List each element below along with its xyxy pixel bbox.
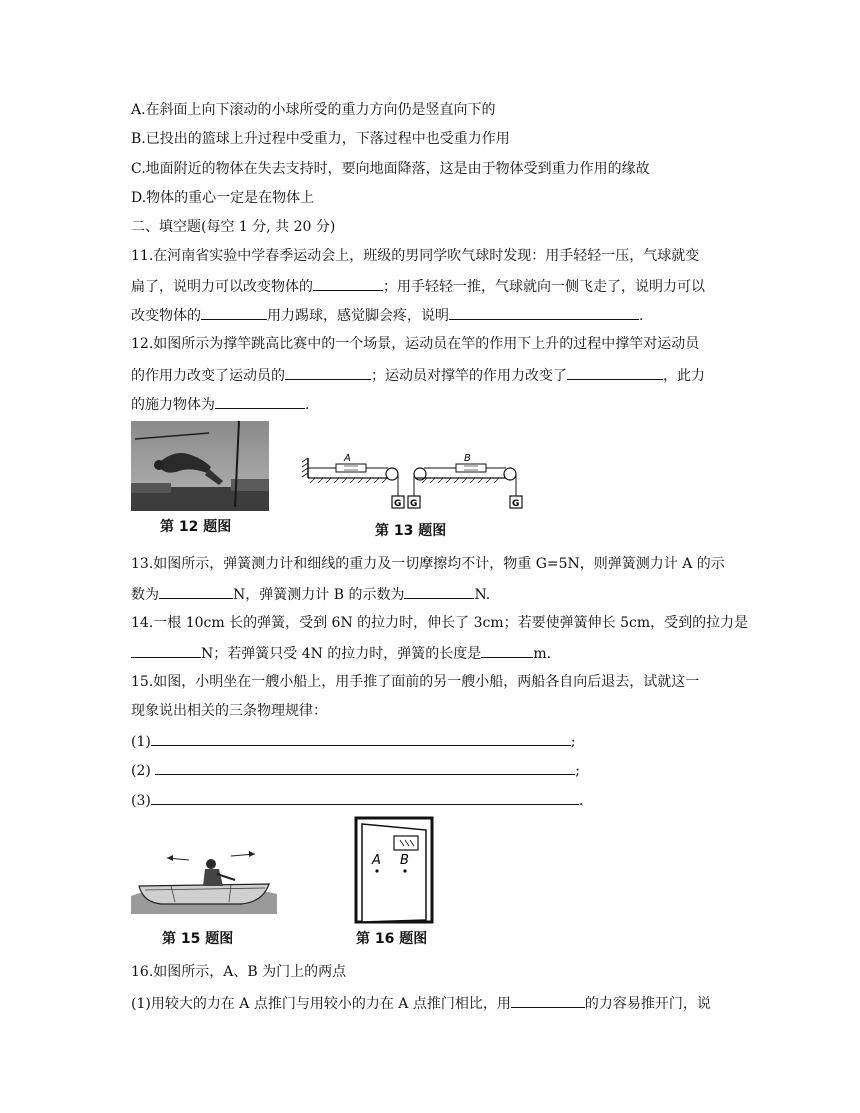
q12-line-1: 12.如图所示为撑竿跳高比赛中的一个场景，运动员在竿的作用下上升的过程中撑竿对运动员 (131, 336, 700, 352)
answer-blank[interactable] (151, 730, 571, 746)
q14-line-2 (131, 642, 551, 664)
q15-item-1 (131, 730, 576, 752)
q12-text: ，此力 (663, 368, 705, 384)
q11-text: 改变物体的 (131, 308, 201, 324)
pole-vault-photo (131, 421, 269, 511)
answer-blank[interactable] (313, 275, 383, 291)
answer-blank[interactable] (201, 304, 267, 320)
option-a: A.在斜面上向下滚动的小球所受的重力方向仍是竖直向下的 (131, 102, 496, 118)
figure-12-caption: 第 12 题图 (160, 519, 232, 535)
q11-line-1: 11.在河南省实验中学春季运动会上，班级的男同学吹气球时发现：用手轻轻一压，气球就变 (131, 248, 700, 264)
q13-line-2 (131, 583, 490, 605)
q15-item-end: ; (570, 734, 576, 750)
answer-blank[interactable] (151, 789, 579, 805)
option-b: B.已投出的篮球上升过程中受重力，下落过程中也受重力作用 (131, 131, 510, 147)
q12-text: 的施力物体为 (131, 397, 215, 413)
q11-text: 扁了，说明力可以改变物体的 (131, 279, 313, 295)
spring-scale-diagram (292, 452, 528, 514)
scale-b-label: B (464, 453, 471, 464)
weight-label: G (394, 499, 402, 509)
answer-blank[interactable] (215, 393, 305, 409)
section-title: 二、填空题(每空 1 分, 共 20 分) (131, 219, 336, 235)
q11-text: 用力踢球，感觉脚会疼，说明 (267, 308, 449, 324)
answer-blank[interactable] (449, 304, 639, 320)
boat-illustration (131, 848, 277, 914)
q13-line-1: 13.如图所示，弹簧测力计和细线的重力及一切摩擦均不计，物重 G=5N，则弹簧测力计 A 的示 (131, 556, 725, 572)
door-point-b-label: B (400, 853, 409, 868)
q14-line-1: 14.一根 10cm 长的弹簧，受到 6N 的拉力时，伸长了 3cm；若要使弹簧伸长 5cm，受到的拉力是 (131, 615, 749, 631)
q13-text: N. (474, 587, 491, 603)
door-point-a-label: A (372, 853, 381, 868)
answer-blank[interactable] (131, 642, 201, 658)
q11-line-2 (131, 275, 705, 297)
door-point-a (375, 869, 378, 872)
q13-text: N，弹簧测力计 B 的示数为 (233, 587, 405, 603)
q14-text: N；若弹簧只受 4N 的拉力时，弹簧的长度是 (201, 646, 482, 662)
q15-item-end: ; (575, 763, 580, 779)
q15-item-num: (1) (131, 734, 151, 750)
q15-item-num: (3) (131, 793, 151, 809)
q11-text: ；用手轻轻一推，气球就向一侧飞走了，说明力可以 (383, 279, 705, 295)
q12-line-2 (131, 364, 705, 386)
answer-blank[interactable] (567, 364, 663, 380)
option-d: D.物体的重心一定是在物体上 (131, 190, 315, 206)
door-point-b (403, 869, 406, 872)
weight-label: G (410, 499, 418, 509)
q15-item-2 (131, 759, 580, 781)
q15-line-1: 15.如图，小明坐在一艘小船上，用手推了面前的另一艘小船，两船各自向后退去，试就这一 (131, 674, 700, 690)
q16-line-1: 16.如图所示，A、B 为门上的两点 (131, 964, 347, 980)
option-c: C.地面附近的物体在失去支持时，要向地面降落，这是由于物体受到重力作用的缘故 (131, 161, 650, 177)
q15-item-end: . (578, 793, 584, 809)
q11-line-3 (131, 304, 643, 326)
q13-text: 数为 (131, 587, 159, 603)
answer-blank[interactable] (404, 583, 474, 599)
q15-item-num: (2) (131, 763, 156, 779)
q11-text: . (639, 308, 644, 324)
figure-15-caption: 第 15 题图 (162, 931, 234, 947)
answer-blank[interactable] (481, 642, 533, 658)
q12-text: 的作用力改变了运动员的 (131, 368, 285, 384)
door-illustration (352, 816, 440, 926)
answer-blank[interactable] (511, 992, 585, 1008)
q14-text: m. (533, 646, 552, 662)
q16-text: 的力容易推开门，说 (584, 996, 711, 1012)
q16-line-2 (131, 992, 711, 1014)
q16-text: (1)用较大的力在 A 点推门与用较小的力在 A 点推门相比，用 (131, 996, 511, 1012)
q12-text: ；运动员对撑竿的作用力改变了 (371, 368, 567, 384)
q15-item-3 (131, 789, 583, 811)
figure-16-caption: 第 16 题图 (356, 931, 428, 947)
q12-text: . (305, 397, 310, 413)
answer-blank[interactable] (285, 364, 371, 380)
scale-a-label: A (344, 453, 351, 464)
q12-line-3 (131, 393, 309, 415)
figure-13-caption: 第 13 题图 (375, 523, 447, 539)
answer-blank[interactable] (159, 583, 233, 599)
weight-label: G (512, 499, 520, 509)
q15-line-2: 现象说出相关的三条物理规律： (131, 703, 327, 719)
answer-blank[interactable] (155, 759, 575, 775)
